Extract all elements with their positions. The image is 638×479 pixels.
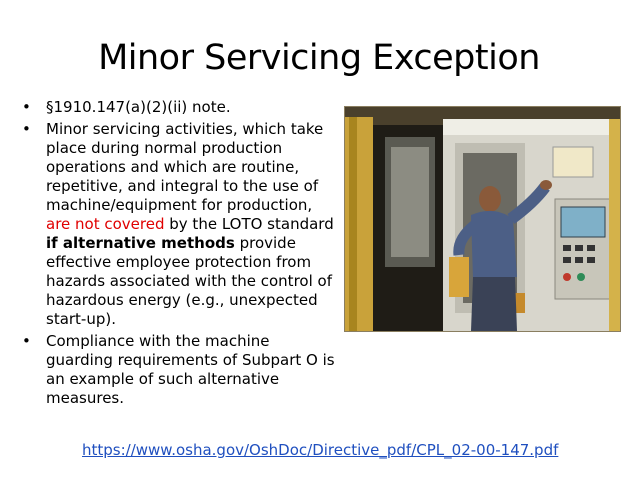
emphasis-not-covered: are not covered	[46, 215, 165, 233]
bullet-item	[22, 332, 337, 408]
bullet-dot: •	[22, 98, 31, 116]
bullet-text: by the LOTO standard	[169, 215, 334, 233]
bullet-text: Minor servicing activities, which take place during normal production operations and which are routine, repetitive, and integral to the use of machine/equipment for production,	[46, 120, 324, 214]
bullet-text: §1910.147(a)(2)(ii) note.	[46, 98, 231, 116]
bullet-list	[22, 98, 337, 411]
osha-directive-link[interactable]: https://www.osha.gov/OshDoc/Directive_pdf/CPL_02-00-147.pdf	[82, 441, 559, 459]
bullet-item	[22, 98, 337, 117]
machine-photo-illustration	[345, 107, 620, 331]
emphasis-alternative-methods: if alternative methods	[46, 234, 235, 252]
machine-photo	[344, 106, 621, 332]
bullet-text: provide effective employee protection from hazards associated with the control of hazardous energy (e.g., unexpected start-up).	[46, 234, 332, 328]
slide-title: Minor Servicing Exception	[98, 38, 540, 78]
bullet-dot: •	[22, 120, 31, 138]
bullet-dot: •	[22, 332, 31, 350]
bullet-item	[22, 120, 337, 329]
bullet-text: Compliance with the machine guarding requirements of Subpart O is an example of such alternative measures.	[46, 332, 335, 407]
